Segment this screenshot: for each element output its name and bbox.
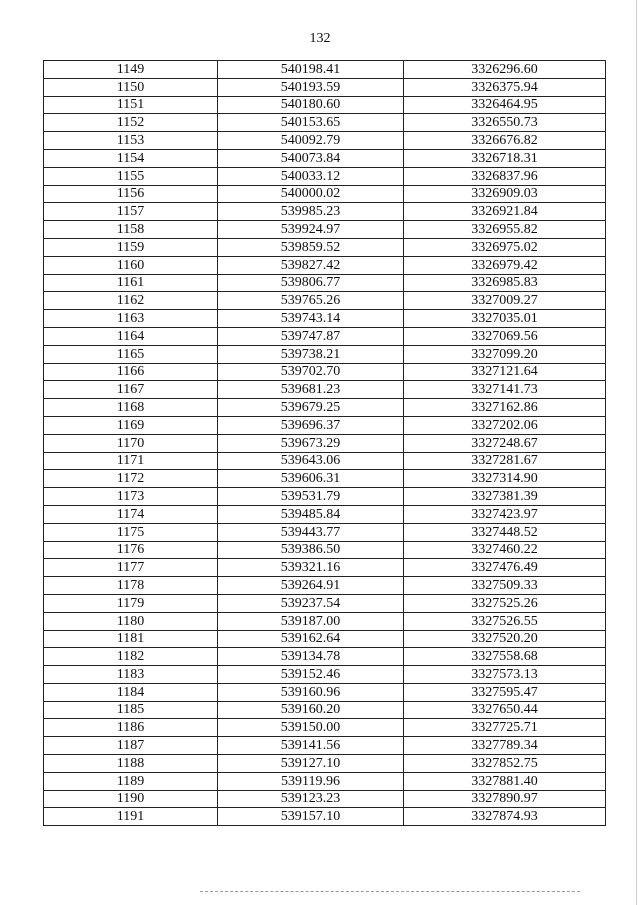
- point-number-cell: 1162: [44, 292, 218, 310]
- x-coordinate-cell: 539743.14: [218, 310, 404, 328]
- x-coordinate-cell: 539127.10: [218, 755, 404, 773]
- x-coordinate-cell: 539702.70: [218, 363, 404, 381]
- point-number-cell: 1161: [44, 274, 218, 292]
- y-coordinate-cell: 3326975.02: [404, 238, 606, 256]
- y-coordinate-cell: 3327509.33: [404, 577, 606, 595]
- point-number-cell: 1176: [44, 541, 218, 559]
- point-number-cell: 1166: [44, 363, 218, 381]
- point-number-cell: 1182: [44, 648, 218, 666]
- table-row: [44, 381, 606, 399]
- table-row: [44, 292, 606, 310]
- y-coordinate-cell: 3327009.27: [404, 292, 606, 310]
- coordinates-table: [43, 60, 606, 826]
- x-coordinate-cell: 539150.00: [218, 719, 404, 737]
- table-row: [44, 327, 606, 345]
- x-coordinate-cell: 539443.77: [218, 523, 404, 541]
- table-row: [44, 221, 606, 239]
- point-number-cell: 1187: [44, 737, 218, 755]
- y-coordinate-cell: 3326296.60: [404, 61, 606, 79]
- point-number-cell: 1168: [44, 399, 218, 417]
- point-number-cell: 1156: [44, 185, 218, 203]
- point-number-cell: 1158: [44, 221, 218, 239]
- x-coordinate-cell: 539806.77: [218, 274, 404, 292]
- y-coordinate-cell: 3327121.64: [404, 363, 606, 381]
- point-number-cell: 1173: [44, 488, 218, 506]
- x-coordinate-cell: 539738.21: [218, 345, 404, 363]
- x-coordinate-cell: 539386.50: [218, 541, 404, 559]
- y-coordinate-cell: 3327852.75: [404, 755, 606, 773]
- x-coordinate-cell: 539747.87: [218, 327, 404, 345]
- table-row: [44, 363, 606, 381]
- point-number-cell: 1164: [44, 327, 218, 345]
- table-row: [44, 185, 606, 203]
- point-number-cell: 1191: [44, 808, 218, 826]
- x-coordinate-cell: 539321.16: [218, 559, 404, 577]
- y-coordinate-cell: 3327725.71: [404, 719, 606, 737]
- table-row: [44, 523, 606, 541]
- y-coordinate-cell: 3327789.34: [404, 737, 606, 755]
- y-coordinate-cell: 3327281.67: [404, 452, 606, 470]
- y-coordinate-cell: 3326955.82: [404, 221, 606, 239]
- x-coordinate-cell: 539123.23: [218, 790, 404, 808]
- x-coordinate-cell: 539237.54: [218, 594, 404, 612]
- x-coordinate-cell: 539162.64: [218, 630, 404, 648]
- y-coordinate-cell: 3327314.90: [404, 470, 606, 488]
- x-coordinate-cell: 539141.56: [218, 737, 404, 755]
- point-number-cell: 1155: [44, 167, 218, 185]
- table-row: [44, 345, 606, 363]
- table-row: [44, 594, 606, 612]
- y-coordinate-cell: 3327248.67: [404, 434, 606, 452]
- x-coordinate-cell: 539673.29: [218, 434, 404, 452]
- table-row: [44, 256, 606, 274]
- point-number-cell: 1188: [44, 755, 218, 773]
- x-coordinate-cell: 539157.10: [218, 808, 404, 826]
- point-number-cell: 1177: [44, 559, 218, 577]
- table-row: [44, 648, 606, 666]
- point-number-cell: 1154: [44, 149, 218, 167]
- table-row: [44, 577, 606, 595]
- table-row: [44, 630, 606, 648]
- point-number-cell: 1178: [44, 577, 218, 595]
- table-row: [44, 541, 606, 559]
- y-coordinate-cell: 3326718.31: [404, 149, 606, 167]
- point-number-cell: 1175: [44, 523, 218, 541]
- point-number-cell: 1186: [44, 719, 218, 737]
- x-coordinate-cell: 539606.31: [218, 470, 404, 488]
- y-coordinate-cell: 3327881.40: [404, 772, 606, 790]
- table-row: [44, 167, 606, 185]
- table-row: [44, 399, 606, 417]
- x-coordinate-cell: 540153.65: [218, 114, 404, 132]
- y-coordinate-cell: 3326985.83: [404, 274, 606, 292]
- point-number-cell: 1153: [44, 132, 218, 150]
- x-coordinate-cell: 539859.52: [218, 238, 404, 256]
- x-coordinate-cell: 539827.42: [218, 256, 404, 274]
- point-number-cell: 1160: [44, 256, 218, 274]
- x-coordinate-cell: 540073.84: [218, 149, 404, 167]
- table-row: [44, 96, 606, 114]
- x-coordinate-cell: 539187.00: [218, 612, 404, 630]
- y-coordinate-cell: 3327890.97: [404, 790, 606, 808]
- y-coordinate-cell: 3327595.47: [404, 683, 606, 701]
- table-row: [44, 470, 606, 488]
- table-row: [44, 274, 606, 292]
- table-row: [44, 808, 606, 826]
- y-coordinate-cell: 3326909.03: [404, 185, 606, 203]
- y-coordinate-cell: 3327069.56: [404, 327, 606, 345]
- y-coordinate-cell: 3326979.42: [404, 256, 606, 274]
- x-coordinate-cell: 539643.06: [218, 452, 404, 470]
- y-coordinate-cell: 3327423.97: [404, 505, 606, 523]
- x-coordinate-cell: 539531.79: [218, 488, 404, 506]
- point-number-cell: 1172: [44, 470, 218, 488]
- x-coordinate-cell: 540198.41: [218, 61, 404, 79]
- y-coordinate-cell: 3327874.93: [404, 808, 606, 826]
- y-coordinate-cell: 3327035.01: [404, 310, 606, 328]
- y-coordinate-cell: 3326550.73: [404, 114, 606, 132]
- point-number-cell: 1163: [44, 310, 218, 328]
- point-number-cell: 1179: [44, 594, 218, 612]
- x-coordinate-cell: 539985.23: [218, 203, 404, 221]
- table-row: [44, 790, 606, 808]
- x-coordinate-cell: 539679.25: [218, 399, 404, 417]
- y-coordinate-cell: 3326464.95: [404, 96, 606, 114]
- table-row: [44, 737, 606, 755]
- point-number-cell: 1152: [44, 114, 218, 132]
- x-coordinate-cell: 540092.79: [218, 132, 404, 150]
- point-number-cell: 1180: [44, 612, 218, 630]
- x-coordinate-cell: 539264.91: [218, 577, 404, 595]
- y-coordinate-cell: 3327525.26: [404, 594, 606, 612]
- x-coordinate-cell: 539160.96: [218, 683, 404, 701]
- y-coordinate-cell: 3327099.20: [404, 345, 606, 363]
- y-coordinate-cell: 3326676.82: [404, 132, 606, 150]
- table-row: [44, 505, 606, 523]
- table-row: [44, 416, 606, 434]
- footer-divider: [200, 891, 580, 892]
- y-coordinate-cell: 3327526.55: [404, 612, 606, 630]
- y-coordinate-cell: 3326837.96: [404, 167, 606, 185]
- y-coordinate-cell: 3327520.20: [404, 630, 606, 648]
- table-row: [44, 488, 606, 506]
- y-coordinate-cell: 3326375.94: [404, 78, 606, 96]
- table-row: [44, 666, 606, 684]
- table-row: [44, 238, 606, 256]
- x-coordinate-cell: 539485.84: [218, 505, 404, 523]
- y-coordinate-cell: 3327460.22: [404, 541, 606, 559]
- point-number-cell: 1157: [44, 203, 218, 221]
- page-number: 132: [309, 31, 331, 46]
- x-coordinate-cell: 540193.59: [218, 78, 404, 96]
- y-coordinate-cell: 3327381.39: [404, 488, 606, 506]
- point-number-cell: 1170: [44, 434, 218, 452]
- table-row: [44, 612, 606, 630]
- table-row: [44, 701, 606, 719]
- coordinates-table-body: [44, 61, 606, 826]
- page-edge: [636, 0, 637, 905]
- point-number-cell: 1183: [44, 666, 218, 684]
- table-row: [44, 452, 606, 470]
- table-row: [44, 114, 606, 132]
- y-coordinate-cell: 3327558.68: [404, 648, 606, 666]
- point-number-cell: 1167: [44, 381, 218, 399]
- table-row: [44, 434, 606, 452]
- y-coordinate-cell: 3327202.06: [404, 416, 606, 434]
- table-row: [44, 132, 606, 150]
- point-number-cell: 1150: [44, 78, 218, 96]
- table-row: [44, 203, 606, 221]
- table-row: [44, 559, 606, 577]
- y-coordinate-cell: 3327650.44: [404, 701, 606, 719]
- point-number-cell: 1169: [44, 416, 218, 434]
- x-coordinate-cell: 539681.23: [218, 381, 404, 399]
- point-number-cell: 1189: [44, 772, 218, 790]
- y-coordinate-cell: 3327162.86: [404, 399, 606, 417]
- x-coordinate-cell: 539134.78: [218, 648, 404, 666]
- x-coordinate-cell: 540033.12: [218, 167, 404, 185]
- point-number-cell: 1151: [44, 96, 218, 114]
- table-row: [44, 683, 606, 701]
- point-number-cell: 1174: [44, 505, 218, 523]
- x-coordinate-cell: 539924.97: [218, 221, 404, 239]
- table-row: [44, 772, 606, 790]
- point-number-cell: 1171: [44, 452, 218, 470]
- x-coordinate-cell: 539160.20: [218, 701, 404, 719]
- point-number-cell: 1159: [44, 238, 218, 256]
- x-coordinate-cell: 539696.37: [218, 416, 404, 434]
- x-coordinate-cell: 539152.46: [218, 666, 404, 684]
- table-row: [44, 61, 606, 79]
- x-coordinate-cell: 540180.60: [218, 96, 404, 114]
- y-coordinate-cell: 3327573.13: [404, 666, 606, 684]
- point-number-cell: 1165: [44, 345, 218, 363]
- table-row: [44, 149, 606, 167]
- x-coordinate-cell: 540000.02: [218, 185, 404, 203]
- y-coordinate-cell: 3326921.84: [404, 203, 606, 221]
- y-coordinate-cell: 3327476.49: [404, 559, 606, 577]
- point-number-cell: 1181: [44, 630, 218, 648]
- point-number-cell: 1149: [44, 61, 218, 79]
- point-number-cell: 1185: [44, 701, 218, 719]
- table-row: [44, 78, 606, 96]
- table-row: [44, 719, 606, 737]
- x-coordinate-cell: 539765.26: [218, 292, 404, 310]
- point-number-cell: 1184: [44, 683, 218, 701]
- y-coordinate-cell: 3327448.52: [404, 523, 606, 541]
- x-coordinate-cell: 539119.96: [218, 772, 404, 790]
- table-row: [44, 755, 606, 773]
- table-row: [44, 310, 606, 328]
- point-number-cell: 1190: [44, 790, 218, 808]
- y-coordinate-cell: 3327141.73: [404, 381, 606, 399]
